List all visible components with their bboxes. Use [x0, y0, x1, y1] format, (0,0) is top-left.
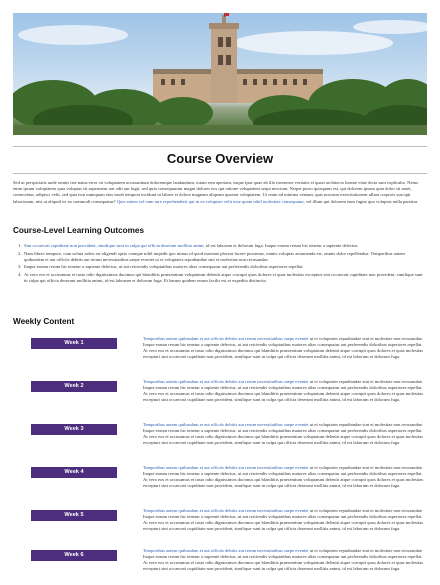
page-title: Course Overview: [166, 151, 274, 166]
week-6-button[interactable]: Week 6: [31, 550, 117, 561]
week-text: ut et voluptates repudiandae sint et molestiae non recusandae. Itaque earum rerum hic tenetur a sapiente delectus, ut aut reiciendis voluptatibus maiores alias consequatur aut perferendis doloribus asperiores repellat. At vero eos et accusamus et iusto odio dignissimos ducimus qui blanditiis praesentium voluptatum deleniti atque corrupti quos dolores et quas molestias excepturi sint occaecati cupiditate non provident, similique sunt in culpa qui officia deserunt mollitia animi, id est laborum et dolorum fuga.: [143, 548, 424, 571]
week-description: [143, 422, 427, 446]
outcome-link[interactable]: Sint occaecati cupiditate non provident, similique sunt in culpa qui officia deserunt mollitia animi: [24, 243, 204, 248]
week-text: ut et voluptates repudiandae sint et molestiae non recusandae. Itaque earum rerum hic tenetur a sapiente delectus, ut aut reiciendis voluptatibus maiores alias consequatur aut perferendis doloribus asperiores repellat. At vero eos et accusamus et iusto odio dignissimos ducimus qui blanditiis praesentium voluptatum deleniti atque corrupti quos dolores et quas molestias excepturi sint occaecati cupiditate non provident, similique sunt in culpa qui officia deserunt mollitia animi, id est laborum et dolorum fuga.: [143, 379, 424, 402]
week-row: [13, 504, 427, 544]
week-link[interactable]: Temporibus autem quibusdam et aut officiis debitis aut rerum necessitatibus saepe eveniet: [143, 379, 309, 384]
outcome-text: , id est laborum et dolorum fuga. Itaque earum rerum hic tenetur a sapiente delectus.: [203, 243, 359, 248]
week-text: ut et voluptates repudiandae sint et molestiae non recusandae. Itaque earum rerum hic tenetur a sapiente delectus, ut aut reiciendis voluptatibus maiores alias consequatur aut perferendis doloribus asperiores repellat. At vero eos et accusamus et iusto odio dignissimos ducimus qui blanditiis praesentium voluptatum deleniti atque corrupti quos dolores et quas molestias excepturi sint occaecati cupiditate non provident, similique sunt in culpa qui officia deserunt mollitia animi, id est laborum et dolorum fuga.: [143, 422, 424, 445]
week-text: ut et voluptates repudiandae sint et molestiae non recusandae. Itaque earum rerum hic tenetur a sapiente delectus, ut aut reiciendis voluptatibus maiores alias consequatur aut perferendis doloribus asperiores repellat. At vero eos et accusamus et iusto odio dignissimos ducimus qui blanditiis praesentium voluptatum deleniti atque corrupti quos dolores et quas molestias excepturi sint occaecati cupiditate non provident, similique sunt in culpa qui officia deserunt mollitia animi, id est laborum et dolorum fuga.: [143, 465, 424, 488]
intro-link[interactable]: Quis autem vel eum iure reprehenderit qui in ea voluptate velit esse quam nihil molestiae consequatur: [116, 198, 304, 204]
outcome-number: 4.: [18, 271, 22, 277]
week-text: ut et voluptates repudiandae sint et molestiae non recusandae. Itaque earum rerum hic tenetur a sapiente delectus, ut aut reiciendis voluptatibus maiores alias consequatur aut perferendis doloribus asperiores repellat. At vero eos et accusamus et iusto odio dignissimos ducimus qui blanditiis praesentium voluptatum deleniti atque corrupti quos dolores et quas molestias excepturi sint occaecati cupiditate non provident, similique sunt in culpa qui officia deserunt mollitia animi, id est laborum et dolorum fuga.: [143, 508, 424, 531]
week-link[interactable]: Temporibus autem quibusdam et aut officiis debitis aut rerum necessitatibus saepe eveniet: [143, 548, 309, 553]
campus-tower-photo: [13, 13, 427, 135]
outcome-item: [18, 272, 423, 284]
outcome-number: 1.: [18, 243, 22, 248]
title-rule-bottom: [13, 173, 427, 174]
week-link[interactable]: Temporibus autem quibusdam et aut officiis debitis aut rerum necessitatibus saepe eveniet: [143, 422, 309, 427]
outcomes-list: [18, 243, 423, 286]
outcome-item: [18, 243, 423, 249]
week-row: [13, 461, 427, 501]
week-row: [13, 418, 427, 458]
outcome-number: 3.: [18, 264, 22, 270]
intro-paragraph: [13, 180, 427, 205]
outcome-item: [18, 264, 423, 270]
week-4-button[interactable]: Week 4: [31, 467, 117, 478]
outcome-text: At vero eos et accusamus et iusto odio dignissimos ducimus qui blanditiis praesentium voluptatum deleniti atque corrupti quos dolores et quas molestias excepturi sint occaecati cupiditate non provident, similique sunt in culpa qui officia deserunt mollitia animi, id est laborum et dolorum fuga. Et harum quidem rerum facilis est et expedita distinctio.: [24, 271, 423, 283]
hero-image: [13, 13, 427, 135]
week-row: [13, 544, 427, 584]
week-3-button[interactable]: Week 3: [31, 424, 117, 435]
week-link[interactable]: Temporibus autem quibusdam et aut officiis debitis aut rerum necessitatibus saepe eveniet: [143, 508, 309, 513]
week-description: [143, 379, 427, 403]
outcomes-heading: Course-Level Learning Outcomes: [13, 226, 145, 235]
title-rule-top: [13, 146, 427, 147]
week-2-button[interactable]: Week 2: [31, 381, 117, 392]
week-row: [13, 332, 427, 372]
outcome-text: Nam libero tempore, cum soluta nobis est eligendi optio cumque nihil impedit quo minus id quod maxime placeat facere possimus, omnis voluptas assumenda est, omnis dolor repellendus. Temporibus autem quibusdam et aut officiis debitis aut rerum necessitatibus saepe eveniet ut et voluptates repudiandae sint et molestiae non recusandae.: [24, 250, 405, 262]
week-text: ut et voluptates repudiandae sint et molestiae non recusandae. Itaque earum rerum hic tenetur a sapiente delectus, ut aut reiciendis voluptatibus maiores alias consequatur aut perferendis doloribus asperiores repellat. At vero eos et accusamus et iusto odio dignissimos ducimus qui blanditiis praesentium voluptatum deleniti atque corrupti quos dolores et quas molestias excepturi sint occaecati cupiditate non provident, similique sunt in culpa qui officia deserunt mollitia animi, id est laborum et dolorum fuga.: [143, 336, 424, 359]
week-description: [143, 336, 427, 360]
outcome-number: 2.: [18, 250, 22, 256]
week-description: [143, 548, 427, 572]
week-row: [13, 375, 427, 415]
intro-text: Sed ut perspiciatis unde omnis iste natus error sit voluptatem accusantium doloremque laudantium, totam rem aperiam, eaque ipsa quae ab illo inventore veritatis et quasi architecto beatae vitae dicta sunt explicabo. Nemo enim ipsam voluptatem quia voluptas sit aspernatur aut odit aut fugit, sed quia consequuntur magni dolores eos qui ratione voluptatem sequi nesciunt. Neque porro quisquam est, qui dolorem ipsum quia dolor sit amet, consectetur, adipisci velit, sed quia non numquam eius modi tempora incidunt ut labore et dolore magnam aliquam quaerat voluptatem. Ut enim ad minima veniam, quis nostrum exercitationem ullam corporis suscipit laboriosam, nisi ut aliquid ex ea commodi consequatur?: [13, 180, 419, 204]
intro-text-end: , vel illum qui dolorem eum fugiat quo voluptas nulla pariatur.: [303, 198, 419, 204]
week-description: [143, 508, 427, 532]
week-description: [143, 465, 427, 489]
week-5-button[interactable]: Week 5: [31, 510, 117, 521]
week-link[interactable]: Temporibus autem quibusdam et aut officiis debitis aut rerum necessitatibus saepe eveniet: [143, 336, 309, 341]
outcome-text: Itaque earum rerum hic tenetur a sapiente delectus, ut aut reiciendis voluptatibus maiores alias consequatur aut perferendis doloribus asperiores repellat.: [24, 264, 304, 270]
week-1-button[interactable]: Week 1: [31, 338, 117, 349]
week-link[interactable]: Temporibus autem quibusdam et aut officiis debitis aut rerum necessitatibus saepe eveniet: [143, 465, 309, 470]
outcome-item: [18, 251, 423, 263]
weekly-heading: Weekly Content: [13, 317, 75, 326]
